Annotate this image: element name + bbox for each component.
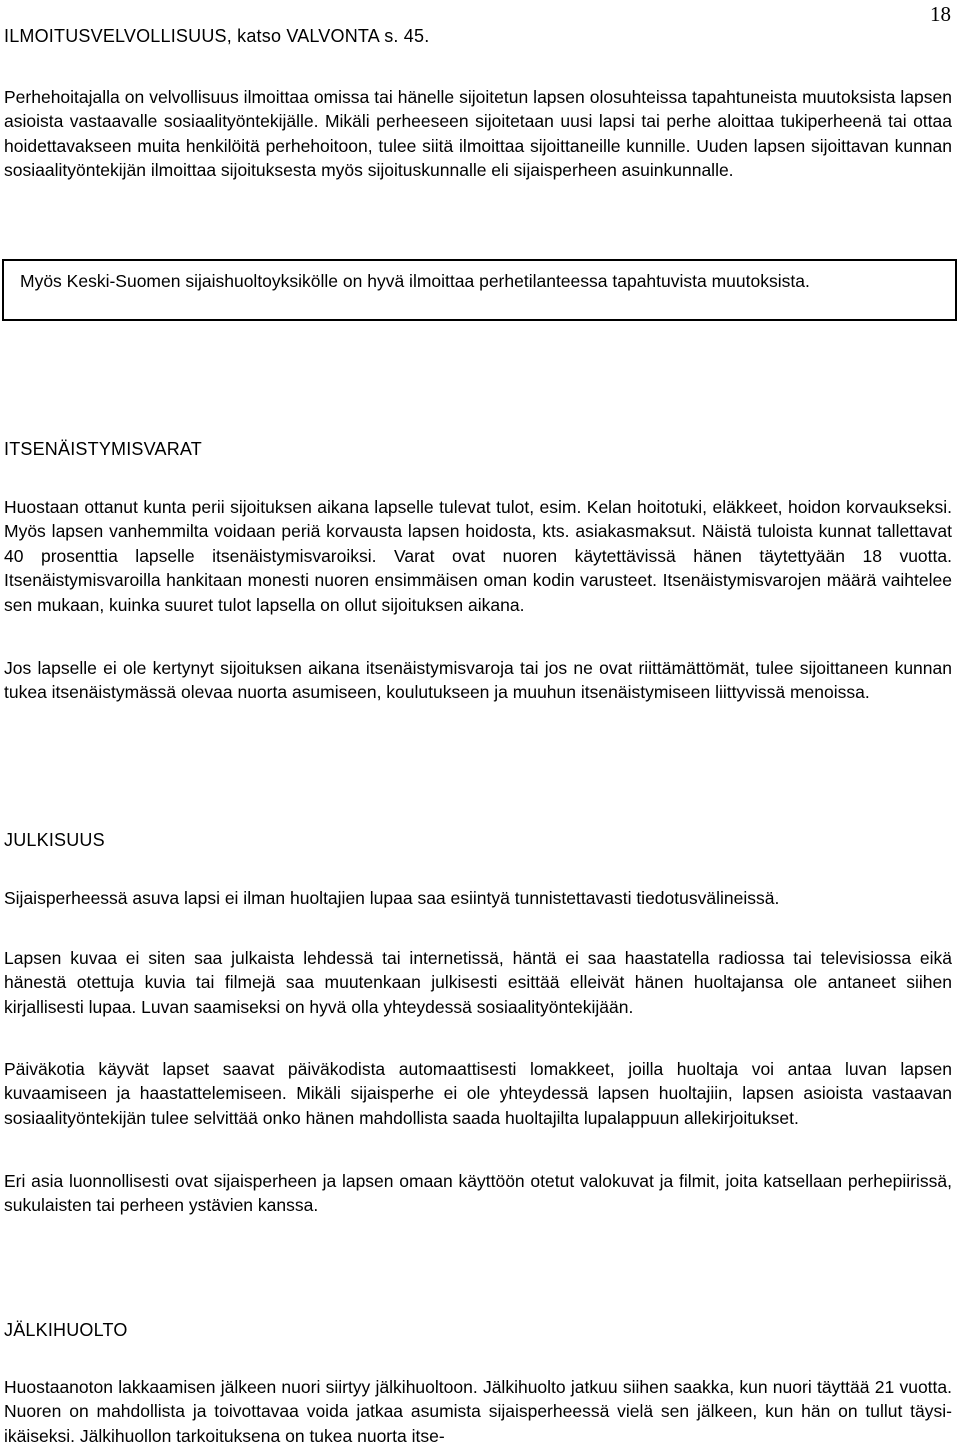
section-heading-julkisuus: JULKISUUS (4, 830, 105, 850)
paragraph-ilmoitus-1: Perhehoitajalla on velvollisuus ilmoittaa omissa tai hänelle sijoitetun lapsen olosuhteissa tapahtuneista muutoksista lapsen asioista vastaavalle sosiaalityöntekijälle. Mikäli perheeseen sijoitetaan uusi lapsi tai perhe aloittaa tukiperheenä tai ottaa hoidettavakseen muita henkilöitä perhehoitoon, tulee siitä ilmoittaa sijoittaneille kunnille. Uuden lapsen sijoittavan kunnan sosiaalityöntekijän ilmoittaa sijoituksesta myös sijoituskunnalle eli sijaisperheen asuinkunnalle. (4, 87, 952, 181)
page-number: 18 (930, 2, 951, 26)
boxed-note-text: Myös Keski-Suomen sijaishuoltoyksikölle on hyvä ilmoittaa perhetilanteessa tapahtuvista muutoksista. (20, 271, 810, 291)
section-heading-ilmoitusvelvollisuus: ILMOITUSVELVOLLISUUS, katso VALVONTA s. 45. (4, 26, 430, 46)
section-heading-itsenaistymisvarat: ITSENÄISTYMISVARAT (4, 439, 202, 459)
paragraph-julkisuus-1: Sijaisperheessä asuva lapsi ei ilman huoltajien lupaa saa esiintyä tunnistettavasti tiedotusvälineissä. (4, 888, 780, 908)
paragraph-julkisuus-3: Päiväkotia käyvät lapset saavat päiväkodista automaattisesti lomakkeet, joilla huoltaja voi antaa luvan lapsen kuvaamiseen ja haastattelemiseen. Mikäli sijaisperhe ei ole yhteydessä lapsen huoltajiin, lapsen asioista vastaavan sosiaalityöntekijän tulee selvittää onko hänen mahdollista saada huoltajilta lupalappuun allekirjoitukset. (4, 1059, 952, 1128)
paragraph-julkisuus-4: Eri asia luonnollisesti ovat sijaisperheen ja lapsen omaan käyttöön otetut valokuvat ja filmit, joita katsellaan perhepiirissä, sukulaisten tai perheen ystävien kanssa. (4, 1171, 952, 1216)
paragraph-julkisuus-2: Lapsen kuvaa ei siten saa julkaista lehdessä tai internetissä, häntä ei saa haastatella radiossa tai televisiossa eikä hänestä otettuja kuvia tai filmejä saa muutenkaan julkisesti esittää elleivät hänen huoltajansa ole antaneet siihen kirjallisesti lupaa. Luvan saamiseksi on hyvä olla yhteydessä sosiaalityöntekijään. (4, 948, 952, 1017)
paragraph-itsenaistymisvarat-1: Huostaan ottanut kunta perii sijoituksen aikana lapselle tulevat tulot, esim. Kelan hoitotuki, eläkkeet, hoidon korvaukseksi. Myös lapsen vanhemmilta voidaan periä korvausta lapsen hoidosta, kts. asiakasmaksut. Näistä tuloista kunnat tallettavat 40 prosenttia lapselle itsenäistymisvaroiksi. Varat ovat nuoren käytettävissä hänen täytettyään 18 vuotta. Itsenäistymisvaroilla hankitaan monesti nuoren ensimmäisen oman kodin varusteet. Itsenäistymisvarojen määrä vaihtelee sen mukaan, kuinka suuret tulot lapsella on ollut sijoituksen aikana. (4, 497, 952, 615)
section-heading-jalkihuolto: JÄLKIHUOLTO (4, 1320, 128, 1340)
paragraph-jalkihuolto-1: Huostaanoton lakkaamisen jälkeen nuori siirtyy jälkihuoltoon. Jälkihuolto jatkuu siihen saakka, kun nuori täyttää 21 vuotta. Nuoren on mahdollista ja toivottavaa voida jatkaa asumista sijaisperheessä vielä sen jälkeen, kun hän on tullut täysi-ikäiseksi. Jälkihuollon tarkoituksena on tukea nuorta itse- (4, 1377, 952, 1446)
boxed-note (2, 259, 957, 321)
paragraph-itsenaistymisvarat-2: Jos lapselle ei ole kertynyt sijoituksen aikana itsenäistymisvaroja tai jos ne ovat riittämättömät, tulee sijoittaneen kunnan tukea itsenäistymässä olevaa nuorta asumiseen, koulutukseen ja muuhun itsenäistymiseen liittyvissä menoissa. (4, 658, 952, 703)
